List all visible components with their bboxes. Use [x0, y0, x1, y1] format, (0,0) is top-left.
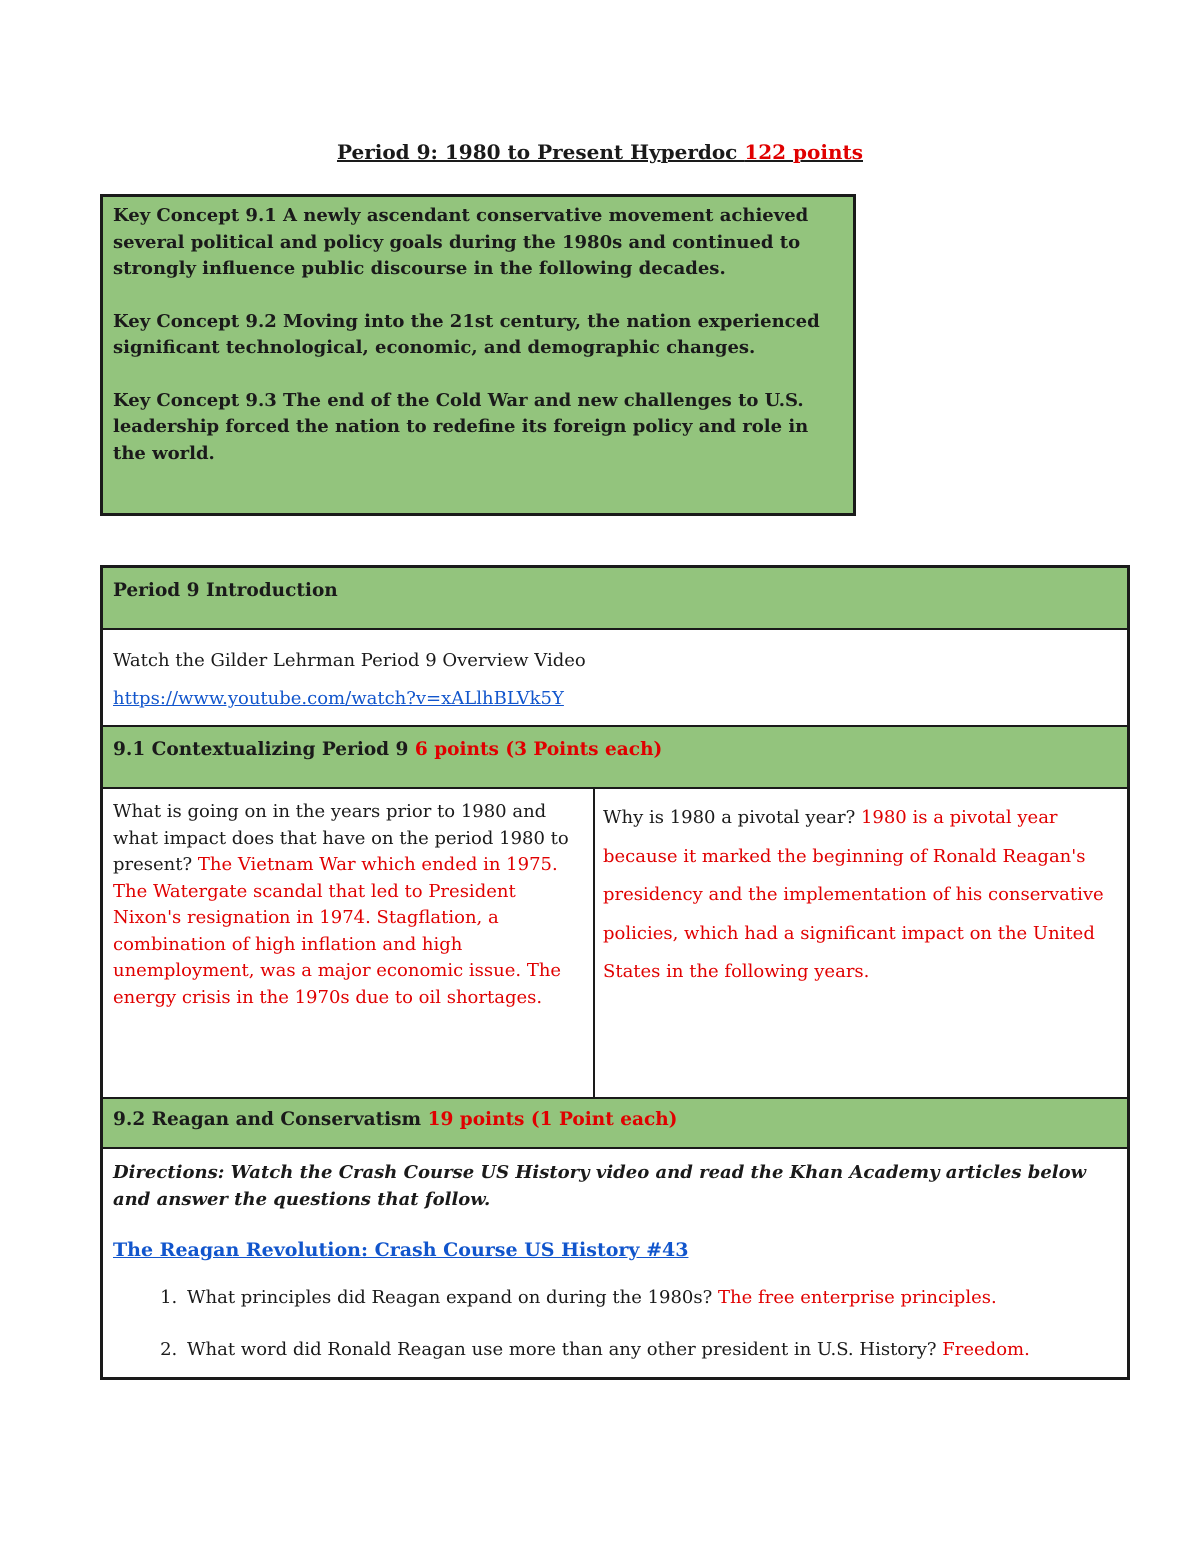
answer-1: The free enterprise principles.: [718, 1287, 997, 1308]
prior-1980-question: What is going on in the years prior to 1980 and what impact does that have on the period 1980 to present?: [113, 801, 569, 875]
document-title: [0, 140, 1200, 164]
intro-text: Watch the Gilder Lehrman Period 9 Overview Video: [113, 650, 586, 671]
hyperdoc-table: [100, 565, 1130, 1380]
section-9-1-title: 9.1 Contextualizing Period 9: [113, 739, 415, 760]
crash-course-link[interactable]: The Reagan Revolution: Crash Course US History #43: [113, 1239, 689, 1261]
question-list: [113, 1285, 1117, 1363]
question-2: What word did Ronald Reagan use more than any other president in U.S. History?: [187, 1339, 943, 1360]
directions-text: Directions: Watch the Crash Course US History video and read the Khan Academy articles below and answer the questions that follow.: [113, 1162, 1087, 1210]
section-9-2-points: 19 points (1 Point each): [427, 1109, 678, 1130]
title-points: 122 points: [744, 140, 863, 164]
list-item[interactable]: [183, 1285, 1117, 1311]
pivotal-year-cell[interactable]: [595, 789, 1127, 1097]
intro-header: [103, 568, 1127, 630]
section-9-1-header: [103, 727, 1127, 789]
intro-body: [103, 630, 1127, 727]
key-concept-9-3: Key Concept 9.3 The end of the Cold War and new challenges to U.S. leadership forced the nation to redefine its foreign policy and role in the world.: [113, 389, 809, 464]
question-1: What principles did Reagan expand on during the 1980s?: [187, 1287, 718, 1308]
intro-video-link[interactable]: https://www.youtube.com/watch?v=xALlhBLVk5Y: [113, 688, 564, 709]
prior-1980-cell[interactable]: [103, 789, 595, 1097]
pivotal-year-question: Why is 1980 a pivotal year?: [603, 807, 861, 828]
section-9-2-header: [103, 1099, 1127, 1149]
key-concept-9-1: Key Concept 9.1 A newly ascendant conservative movement achieved several political and policy goals during the 1980s and continued to strongly influence public discourse in the following decades.: [113, 205, 809, 279]
section-9-1-points: 6 points (3 Points each): [414, 739, 663, 760]
section-9-2-title: 9.2 Reagan and Conservatism: [113, 1109, 428, 1130]
title-text: Period 9: 1980 to Present Hyperdoc: [336, 140, 745, 164]
section-9-1-body: [103, 789, 1127, 1099]
key-concept-9-2: Key Concept 9.2 Moving into the 21st century, the nation experienced significant technological, economic, and demographic changes.: [113, 310, 820, 358]
intro-header-label: Period 9 Introduction: [113, 580, 338, 601]
section-9-2-body: [103, 1149, 1127, 1377]
prior-1980-answer: The Vietnam War which ended in 1975. The Watergate scandal that led to President Nixon's resignation in 1974. Stagflation, a combination of high inflation and high unemployment, was a major economic issue. The energy crisis in the 1970s due to oil shortages.: [113, 854, 562, 1008]
list-item[interactable]: [183, 1337, 1117, 1363]
pivotal-year-answer: 1980 is a pivotal year because it marked the beginning of Ronald Reagan's presidency and the implementation of his conservative policies, which had a significant impact on the United States in the following years.: [603, 807, 1104, 982]
answer-2: Freedom.: [942, 1339, 1030, 1360]
key-concepts-box: [100, 194, 856, 516]
